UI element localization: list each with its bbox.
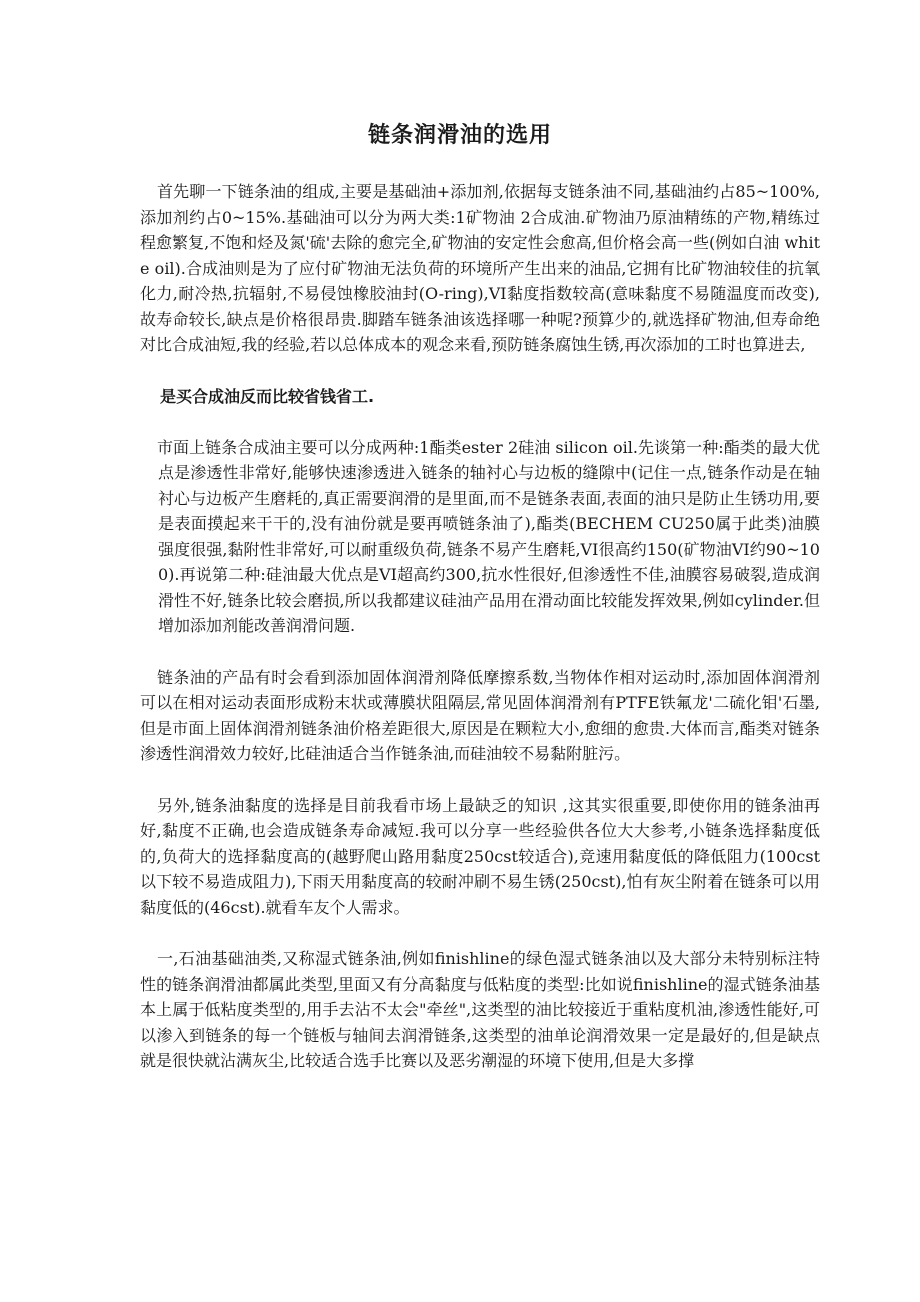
paragraph-composition: 首先聊一下链条油的组成,主要是基础油+添加剂,依据每支链条油不同,基础油约占85~100%,添加剂约占0~15%.基础油可以分为两大类:1矿物油 2合成油.矿物油乃原油精练的产物,精练过程愈繁复,不饱和烃及氮'硫'去除的愈完全,矿物油的安定性会愈高,但价格会高一些(例如白油 white oil).合成油则是为了应付矿物油无法负荷的环境所产生出来的油品,它拥有比矿物油较佳的抗氧化力,耐冷热,抗辐射,不易侵蚀橡胶油封(O-ring),VI黏度指数较高(意味黏度不易随温度而改变),故寿命较长,缺点是价格很昂贵.脚踏车链条油该选择哪一种呢?预算少的,就选择矿物油,但寿命绝对比合成油短,我的经验,若以总体成本的观念来看,预防链条腐蚀生锈,再次添加的工时也算进去, bbox=[140, 182, 820, 354]
paragraph-petroleum-wet-oil: 一,石油基础油类,又称湿式链条油,例如finishline的绿色湿式链条油以及大部分未特别标注特性的链条润滑油都属此类型,里面又有分高黏度与低粘度的类型:比如说finishline的湿式链条油基本上属于低粘度类型的,用手去沾不太会"牵丝",这类型的油比较接近于重粘度机油,渗透性能好,可以渗入到链条的每一个链板与轴间去润滑链条,这类型的油单论润滑效果一定是最好的,但是缺点就是很快就沾满灰尘,比较适合选手比赛以及恶劣潮湿的环境下使用,但是大多撑 bbox=[140, 949, 820, 1070]
paragraph-conclusion-bold: 是买合成油反而比较省钱省工. bbox=[160, 386, 375, 406]
document-title: 链条润滑油的选用 bbox=[367, 123, 552, 148]
paragraph-solid-lubricants: 链条油的产品有时会看到添加固体润滑剂降低摩擦系数,当物体作相对运动时,添加固体润滑剂可以在相对运动表面形成粉末状或薄膜状阻隔层,常见固体润滑剂有PTFE铁氟龙'二硫化钼'石墨,但是市面上固体润滑剂链条油价格差距很大,原因是在颗粒大小,愈细的愈贵.大体而言,酯类对链条渗透性润滑效力较好,比硅油适合当作链条油,而硅油较不易黏附脏污。 bbox=[140, 667, 820, 763]
paragraph-viscosity: 另外,链条油黏度的选择是目前我看市场上最缺乏的知识 ,这其实很重要,即使你用的链条油再好,黏度不正确,也会造成链条寿命减短.我可以分享一些经验供各位大大参考,小链条选择黏度低的,负荷大的选择黏度高的(越野爬山路用黏度250cst较适合),竞速用黏度低的降低阻力(100cst以下较不易造成阻力),下雨天用黏度高的较耐冲刷不易生锈(250cst),怕有灰尘附着在链条可以用黏度低的(46cst).就看车友个人需求。 bbox=[140, 795, 820, 917]
paragraph-synthetic-oils: 市面上链条合成油主要可以分成两种:1酯类ester 2硅油 silicon oil.先谈第一种:酯类的最大优点是渗透性非常好,能够快速渗透进入链条的轴衬心与边板的缝隙中(记住一点,链条作动是在轴衬心与边板产生磨耗的,真正需要润滑的是里面,而不是链条表面,表面的油只是防止生锈功用,要是表面摸起来干干的,没有油份就是要再喷链条油了),酯类(BECHEM CU250属于此类)油膜强度很强,黏附性非常好,可以耐重级负荷,链条不易产生磨耗,VI很高约150(矿物油VI约90~100).再说第二种:硅油最大优点是VI超高约300,抗水性很好,但渗透性不佳,油膜容易破裂,造成润滑性不好,链条比较会磨损,所以我都建议硅油产品用在滑动面比较能发挥效果,例如cylinder.但增加添加剂能改善润滑问题. bbox=[157, 437, 820, 635]
